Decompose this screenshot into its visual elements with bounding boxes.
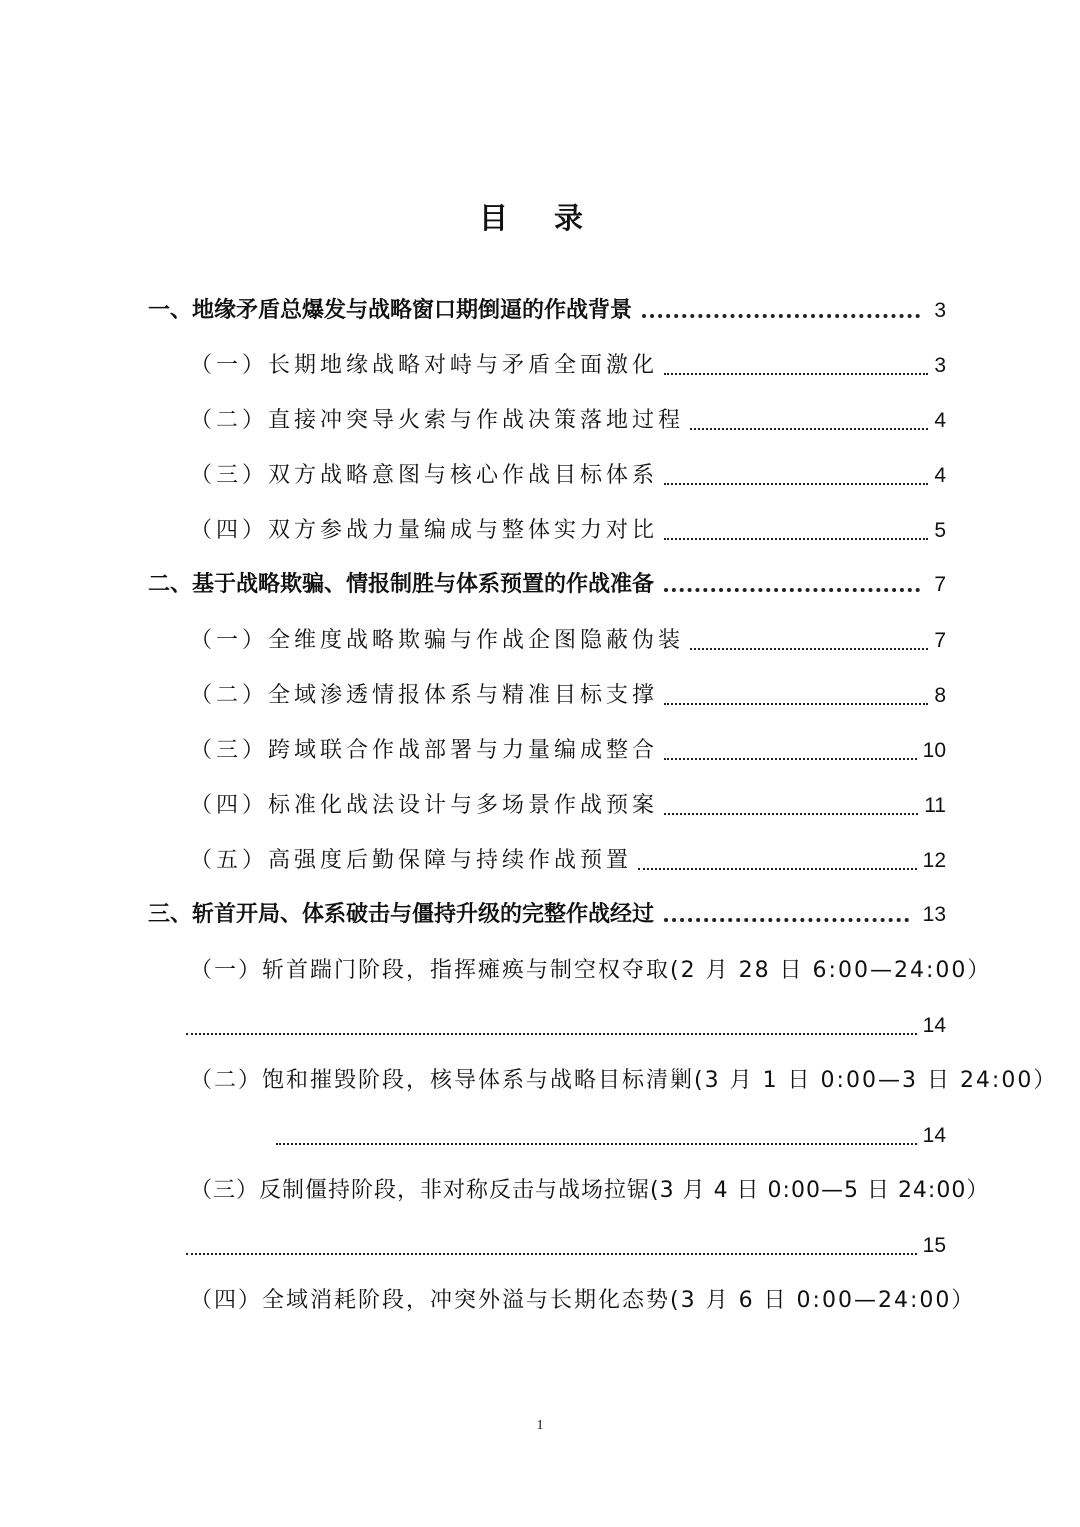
toc-entry-text: （三）双方战略意图与核心作战目标体系 (190, 463, 659, 488)
page-number-footer: 1 (536, 1418, 544, 1433)
dot-leader (690, 648, 928, 650)
toc-page-number: 8 (934, 684, 946, 707)
toc-entry-text: （四）全域消耗阶段，冲突外溢与长期化态势(3 月 6 日 0:00—24:00） (190, 1288, 976, 1313)
toc-page-number: 3 (934, 299, 946, 322)
toc-entry-text: （二）饱和摧毁阶段，核导体系与战略目标清剿(3 月 1 日 0:00—3 日 24:00） (190, 1068, 1058, 1093)
toc-page-number: 7 (934, 629, 946, 652)
toc-entry-section-3[interactable] (148, 898, 946, 932)
toc-entry-text: 一、地缘矛盾总爆发与战略窗口期倒逼的作战背景 (148, 298, 633, 323)
toc-page-number: 11 (924, 794, 946, 817)
toc-entry-text: （一）长期地缘战略对峙与矛盾全面激化 (190, 353, 659, 378)
toc-entry-3-1[interactable] (190, 954, 992, 988)
toc-entry-2-2[interactable] (190, 679, 946, 713)
toc-page-number: 5 (934, 519, 946, 542)
toc-entry-2-4[interactable] (190, 789, 946, 823)
toc-entry-3-4[interactable] (190, 1284, 976, 1318)
dot-leader (664, 813, 918, 815)
toc-entry-text: （二）全域渗透情报体系与精准目标支撑 (190, 683, 659, 708)
dot-leader (642, 314, 920, 318)
toc-page-number: 15 (922, 1234, 946, 1257)
toc-entry-3-3[interactable] (190, 1174, 990, 1208)
toc-entry-text: （三）跨域联合作战部署与力量编成整合 (190, 738, 659, 763)
toc-page-number: 10 (922, 739, 946, 762)
toc-entry-1-2[interactable] (190, 404, 946, 438)
toc-entry-2-3[interactable] (190, 734, 946, 768)
toc-page-number: 7 (934, 573, 946, 596)
toc-page-number: 13 (922, 903, 946, 926)
dot-leader (664, 758, 917, 760)
toc-title: 目 录 (478, 201, 602, 235)
toc-entry-text: （二）直接冲突导火索与作战决策落地过程 (190, 408, 685, 433)
toc-entry-3-3-leader[interactable] (186, 1229, 946, 1263)
toc-entry-text: （四）双方参战力量编成与整体实力对比 (190, 518, 659, 543)
dot-leader (664, 703, 928, 705)
toc-entry-1-4[interactable] (190, 514, 946, 548)
toc-entry-text: （五）高强度后勤保障与持续作战预置 (190, 848, 633, 873)
dot-leader (186, 1033, 917, 1035)
toc-entry-1-3[interactable] (190, 459, 946, 493)
toc-page-number: 14 (922, 1124, 946, 1147)
toc-entry-3-1-leader[interactable] (186, 1009, 946, 1043)
toc-page-number: 3 (934, 354, 946, 377)
dot-leader (664, 918, 909, 922)
toc-entry-2-5[interactable] (190, 844, 946, 878)
dot-leader (664, 483, 928, 485)
toc-page-number: 12 (922, 849, 946, 872)
toc-entry-text: （四）标准化战法设计与多场景作战预案 (190, 793, 659, 818)
toc-entry-section-1[interactable] (148, 294, 946, 328)
toc-entry-section-2[interactable] (148, 568, 946, 602)
dot-leader (276, 1143, 917, 1145)
toc-entry-1-1[interactable] (190, 349, 946, 383)
toc-page-number: 4 (934, 464, 946, 487)
dot-leader (186, 1253, 917, 1255)
dot-leader (664, 588, 920, 592)
toc-entry-text: 二、基于战略欺骗、情报制胜与体系预置的作战准备 (148, 572, 655, 597)
dot-leader (638, 868, 917, 870)
dot-leader (690, 428, 928, 430)
toc-entry-text: （三）反制僵持阶段，非对称反击与战场拉锯(3 月 4 日 0:00—5 日 24:00） (190, 1178, 990, 1203)
toc-page-number: 4 (934, 409, 946, 432)
toc-entry-3-2-leader[interactable] (186, 1119, 946, 1153)
dot-leader (664, 538, 928, 540)
toc-entry-text: （一）全维度战略欺骗与作战企图隐蔽伪装 (190, 628, 685, 653)
toc-entry-3-2[interactable] (190, 1064, 1058, 1098)
toc-page-number: 14 (922, 1014, 946, 1037)
toc-entry-2-1[interactable] (190, 624, 946, 658)
toc-entry-text: （一）斩首踹门阶段，指挥瘫痪与制空权夺取(2 月 28 日 6:00—24:00） (190, 958, 992, 983)
toc-entry-text: 三、斩首开局、体系破击与僵持升级的完整作战经过 (148, 902, 655, 927)
dot-leader (664, 373, 928, 375)
